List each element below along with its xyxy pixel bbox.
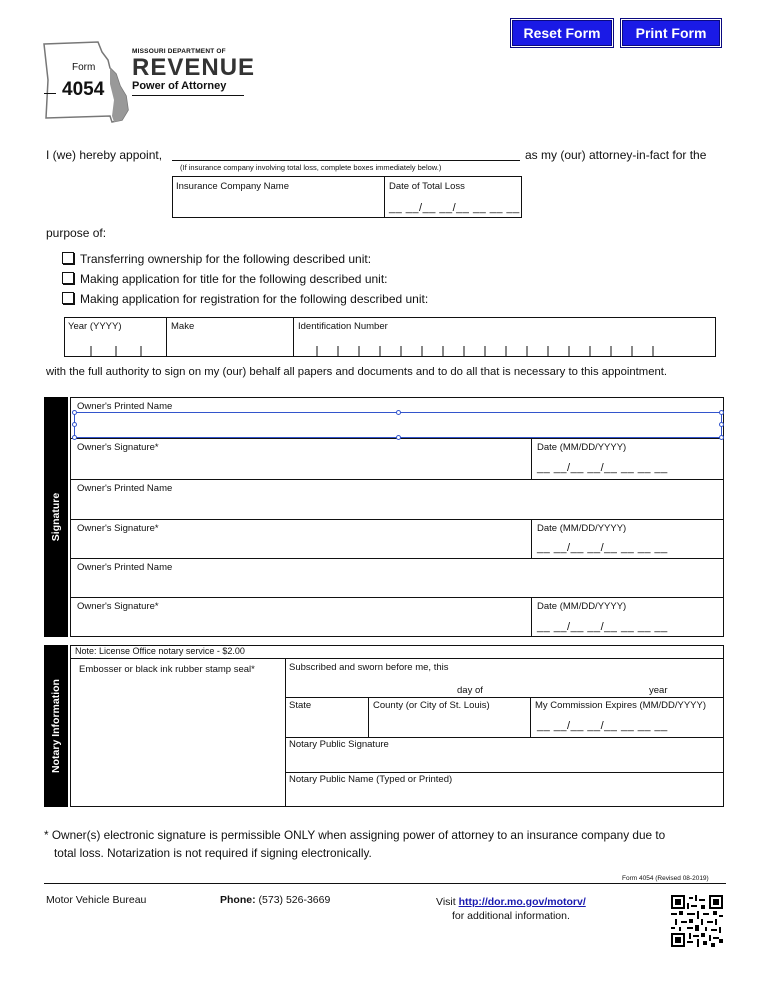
divider	[70, 658, 724, 659]
divider	[368, 697, 369, 737]
owner-printed-name-label: Owner's Printed Name	[77, 483, 173, 494]
option-label: Making application for registration for the following described unit:	[80, 292, 429, 306]
divider	[70, 519, 724, 520]
notary-side-label: Notary Information	[50, 679, 62, 773]
divider	[530, 697, 531, 737]
more-info-label: for additional information.	[452, 910, 570, 922]
attorney-name-field[interactable]	[172, 160, 520, 161]
divider	[44, 93, 56, 94]
owner-date-field-3[interactable]: __ __/__ __/__ __ __ __	[537, 621, 668, 633]
insurance-company-field[interactable]	[173, 193, 383, 217]
appoint-tail: as my (our) attorney-in-fact for the	[525, 148, 707, 162]
footnote-line-2: total loss. Notarization is not required if signing electronically.	[54, 846, 372, 860]
divider	[285, 658, 286, 807]
resize-handle[interactable]	[719, 435, 724, 440]
owner-printed-name-field-2[interactable]	[74, 495, 722, 517]
divider	[70, 597, 724, 598]
signature-sidebar	[44, 397, 68, 637]
owner-signature-label: Owner's Signature*	[77, 523, 159, 534]
make-label: Make	[171, 321, 195, 332]
form-number: 4054	[62, 79, 105, 100]
resize-handle[interactable]	[396, 435, 401, 440]
vin-label: Identification Number	[298, 321, 388, 332]
motorv-link[interactable]: http://dor.mo.gov/motorv/	[458, 896, 586, 908]
divider	[531, 519, 532, 558]
phone-label: Phone:	[220, 894, 256, 906]
agency-line: MISSOURI DEPARTMENT OF	[132, 48, 226, 55]
divider	[70, 558, 724, 559]
year-label: Year (YYYY)	[68, 321, 122, 332]
checkbox-icon[interactable]	[62, 292, 74, 304]
resize-handle[interactable]	[719, 422, 724, 427]
resize-handle[interactable]	[72, 435, 77, 440]
qr-code-icon	[671, 895, 723, 947]
agency-logo: REVENUE	[132, 54, 256, 81]
visit-label: Visit	[436, 896, 456, 908]
resize-handle[interactable]	[396, 410, 401, 415]
commission-label: My Commission Expires (MM/DD/YYYY)	[535, 700, 707, 711]
county-label: County (or City of St. Louis)	[373, 700, 490, 711]
divider	[285, 772, 724, 773]
option-registration[interactable]	[62, 292, 428, 306]
purpose-label: purpose of:	[46, 226, 107, 240]
owner-signature-label: Owner's Signature*	[77, 601, 159, 612]
divider	[531, 438, 532, 479]
appoint-note: (If insurance company involving total loss, complete boxes immediately below.)	[180, 163, 442, 172]
date-label: Date (MM/DD/YYYY)	[537, 523, 627, 534]
notary-signature-label: Notary Public Signature	[289, 739, 389, 750]
checkbox-icon[interactable]	[62, 272, 74, 284]
form-revision: Form 4054 (Revised 08-2019)	[622, 875, 709, 882]
insurance-company-label: Insurance Company Name	[176, 181, 289, 192]
visit-block	[436, 896, 586, 908]
footnote-line-1: * Owner(s) electronic signature is permissible ONLY when assigning power of attorney to an insurance company due to	[44, 828, 666, 842]
phone-block	[220, 894, 330, 906]
state-label: State	[289, 700, 312, 711]
divider	[285, 697, 724, 698]
resize-handle[interactable]	[72, 422, 77, 427]
date-label: Date (MM/DD/YYYY)	[537, 442, 627, 453]
option-transfer[interactable]	[62, 252, 371, 266]
footer-rule	[44, 883, 726, 884]
day-of-label: day of	[457, 685, 483, 696]
appoint-lead: I (we) hereby appoint,	[46, 148, 163, 162]
notary-sidebar	[44, 645, 68, 807]
divider	[531, 597, 532, 637]
option-label: Making application for title for the following described unit:	[80, 272, 388, 286]
divider	[285, 737, 724, 738]
resize-handle[interactable]	[719, 410, 724, 415]
owner-printed-name-label: Owner's Printed Name	[77, 401, 173, 412]
year-label: year	[649, 685, 668, 696]
subscribed-label: Subscribed and sworn before me, this	[289, 662, 449, 673]
owner-signature-label: Owner's Signature*	[77, 442, 159, 453]
owner-date-field-2[interactable]: __ __/__ __/__ __ __ __	[537, 542, 668, 554]
notary-name-label: Notary Public Name (Typed or Printed)	[289, 774, 453, 785]
phone-number: (573) 526-3669	[258, 894, 331, 906]
date-total-loss-label: Date of Total Loss	[389, 181, 465, 192]
title-underline	[132, 95, 244, 96]
owner-printed-name-label: Owner's Printed Name	[77, 562, 173, 573]
reset-form-button[interactable]: Reset Form	[512, 20, 612, 46]
signature-side-label: Signature	[50, 492, 62, 542]
date-label: Date (MM/DD/YYYY)	[537, 601, 627, 612]
option-label: Transferring ownership for the following described unit:	[80, 252, 372, 266]
owner-date-field-1[interactable]: __ __/__ __/__ __ __ __	[537, 462, 668, 474]
owner-printed-name-field-3[interactable]	[74, 574, 722, 596]
divider	[384, 176, 385, 218]
bureau-name: Motor Vehicle Bureau	[46, 894, 147, 906]
notary-fee-note: Note: License Office notary service - $2.00	[75, 646, 245, 656]
divider	[70, 479, 724, 480]
checkbox-icon[interactable]	[62, 252, 74, 264]
commission-date-field[interactable]: __ __/__ __/__ __ __ __	[537, 720, 668, 732]
print-form-button[interactable]: Print Form	[622, 20, 720, 46]
form-word: Form	[72, 62, 96, 73]
option-title[interactable]	[62, 272, 388, 286]
authority-statement: with the full authority to sign on my (our) behalf all papers and documents and to do all that is necessary to this appointment.	[46, 366, 668, 378]
date-total-loss-field[interactable]: __ __/__ __/__ __ __ __	[389, 202, 520, 214]
seal-label: Embosser or black ink rubber stamp seal*	[79, 664, 255, 675]
tick-marks	[64, 346, 716, 357]
form-title: Power of Attorney	[132, 80, 227, 92]
